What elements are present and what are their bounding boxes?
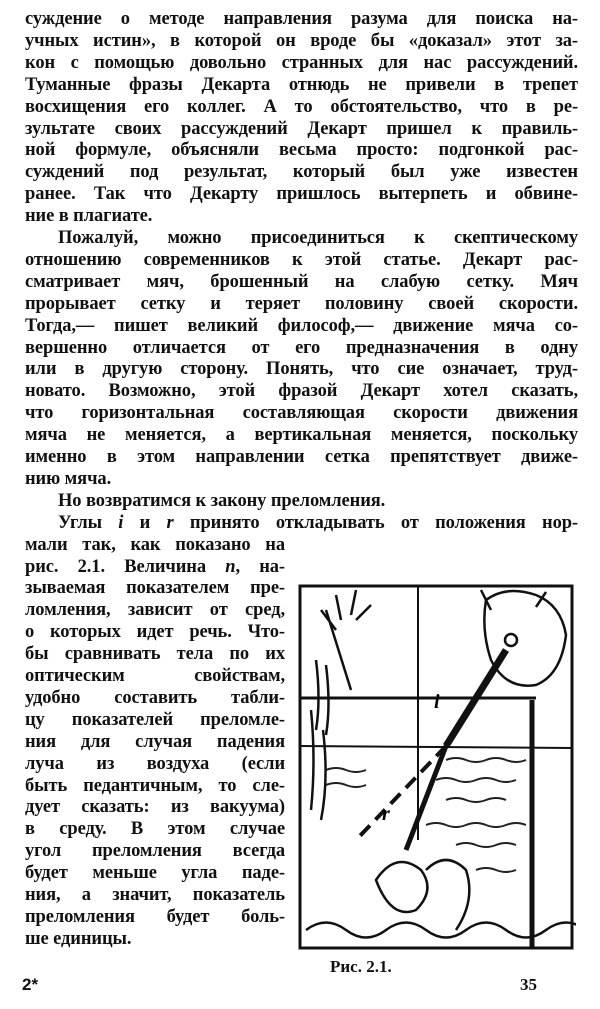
text-line: удобно составить табли- xyxy=(25,687,285,708)
signature-mark: 2* xyxy=(22,975,39,994)
text-segment: и xyxy=(123,512,167,533)
text-line: будет меньше угла паде- xyxy=(25,863,285,884)
text-line: Пожалуй, можно присоединиться к скептическому xyxy=(58,228,578,248)
text-line: учных истин», в которой он вроде бы «доказал» этот за- xyxy=(25,30,578,51)
text-line: вершенно отличается от его предназначения в одну xyxy=(25,337,578,358)
figure-caption: Рис. 2.1. xyxy=(330,957,392,976)
text-line: суждение о методе направления разума для поиска на- xyxy=(25,9,578,29)
text-line: именно в этом направлении сетка препятствует движе- xyxy=(25,447,578,467)
text-line: мяча не меняется, а вертикальная меняется, поскольку xyxy=(25,425,578,446)
incidence-angle-label: i xyxy=(434,691,440,713)
text-line: ломления, зависит от сред, xyxy=(25,600,285,621)
text-line: отношению современников к этой статье. Декарт рас- xyxy=(25,249,578,270)
text-line: оптическим свойствам, xyxy=(25,666,285,686)
text-segment: Углы xyxy=(58,512,119,533)
text-line: зываемая показателем пре- xyxy=(25,578,285,599)
text-line: ния, а значит, показатель xyxy=(25,885,285,905)
text-line: прорывает сетку и теряет половину своей скорости. xyxy=(25,293,578,314)
text-line xyxy=(25,556,285,578)
text-line: сматривает мяч, брошенный на слабую сетку. Мяч xyxy=(25,271,578,292)
text-line: новато. Возможно, этой фразой Декарт хотел сказать, xyxy=(25,381,578,402)
text-line: угол преломления всегда xyxy=(25,841,285,862)
text-line: о которых идет речь. Что- xyxy=(25,622,285,643)
text-line: ше единицы. xyxy=(25,928,132,949)
text-line: восхищения его коллег. А то обстоятельство, что в ре- xyxy=(25,96,578,117)
italic-symbol: r xyxy=(166,512,174,533)
text-line: суждений под результат, который был уже известен xyxy=(25,162,578,183)
light-ray xyxy=(356,650,506,850)
text-segment: , на- xyxy=(235,556,285,577)
text-line: дует сказать: из вакуума) xyxy=(25,797,285,818)
text-line: мали так, как показано на xyxy=(25,534,285,555)
text-line: луча из воздуха (если xyxy=(25,753,285,774)
figure-refraction-illustration xyxy=(296,580,576,952)
text-line xyxy=(58,512,578,534)
text-line: кон с помощью довольно странных для нас рассуждений. xyxy=(25,52,578,73)
text-segment: рис. 2.1. Величина xyxy=(25,556,226,577)
text-line: или в другую сторону. Понять, что сие означает, труд- xyxy=(25,359,578,380)
refraction-angle-label: r xyxy=(382,803,390,825)
text-line: преломления будет боль- xyxy=(25,906,285,927)
text-line: быть педантичным, то сле- xyxy=(25,775,285,796)
water-waves xyxy=(326,758,526,872)
text-segment: принято откладывать от положения нор- xyxy=(173,512,578,533)
text-line: ния для случая падения xyxy=(25,731,285,752)
text-line: бы сравнивать тела по их xyxy=(25,644,285,665)
text-line: что горизонтальная составляющая скорости движения xyxy=(25,403,578,424)
italic-symbol: n xyxy=(225,556,236,577)
text-line: ранее. Так что Декарту пришлось вытерпеть и обвине- xyxy=(25,184,578,205)
text-line: ние в плагиате. xyxy=(25,206,153,227)
text-line: Тогда,— пишет великий философ,— движение мяча со- xyxy=(25,315,578,336)
text-line: ной формуле, объясняли весьма просто: подгонкой рас- xyxy=(25,140,578,161)
text-line: цу показателей преломле- xyxy=(25,709,285,730)
page-number: 35 xyxy=(520,975,537,994)
text-line: в среду. В этом случае xyxy=(25,819,285,840)
text-line: зультате своих рассуждений Декарт пришел к правиль- xyxy=(25,118,578,139)
text-line: нию мяча. xyxy=(25,468,112,489)
text-line: Но возвратимся к закону преломления. xyxy=(58,490,386,511)
text-line: Туманные фразы Декарта отнюдь не привели в трепет xyxy=(25,74,578,95)
italic-symbol: i xyxy=(118,512,124,533)
